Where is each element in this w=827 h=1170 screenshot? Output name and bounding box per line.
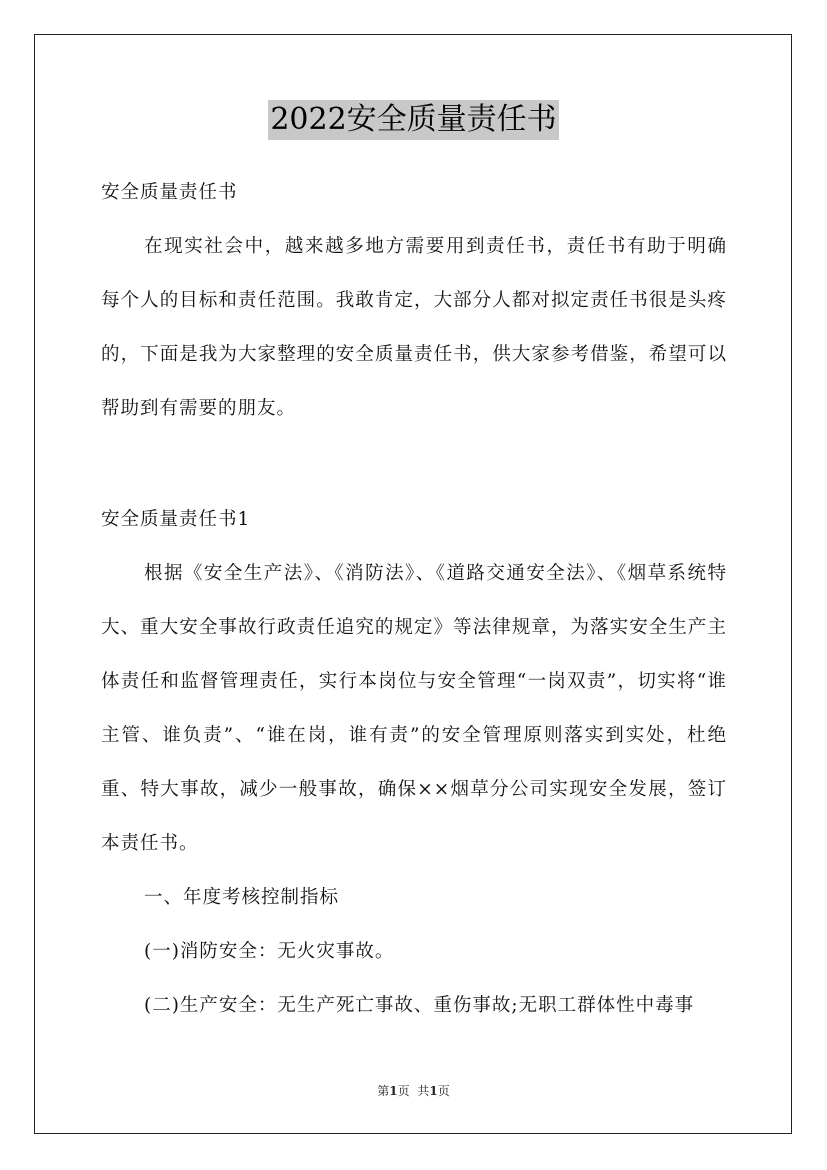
total-label-a: 共 [417, 1084, 430, 1098]
item-2: (二)生产安全：无生产死亡事故、重伤事故;无职工群体性中毒事 [144, 995, 695, 1016]
section-1-paragraph: 根据《安全生产法》、《消防法》、《道路交通安全法》、《烟草系统特大、重大安全事故行政责任追究的规定》等法律规章，为落实安全生产主体责任和监督管理责任，实行本岗位与安全管理“一岗双责”，切实将“谁主管、谁负责”、“谁在岗，谁有责”的安全管理原则落实到实处，杜绝重、特大事故，减少一般事故，确保××烟草分公司实现安全发展，签订本责任书。 [101, 563, 727, 854]
section-1 [101, 493, 727, 1033]
page-label-a: 第 [377, 1084, 390, 1098]
title-wrap [0, 100, 827, 140]
page-label-b: 页 [397, 1084, 410, 1098]
document-title: 2022安全质量责任书 [268, 100, 558, 140]
total-label-b: 页 [437, 1084, 450, 1098]
page-footer [0, 1082, 827, 1099]
document-body [101, 166, 727, 436]
item-1: (一)消防安全：无火灾事故。 [144, 941, 395, 962]
total-pages: 1 [429, 1084, 438, 1098]
subtitle: 安全质量责任书 [101, 182, 238, 203]
intro-paragraph: 在现实社会中，越来越多地方需要用到责任书，责任书有助于明确每个人的目标和责任范围。我敢肯定，大部分人都对拟定责任书很是头疼的，下面是我为大家整理的安全质量责任书，供大家参考借鉴，希望可以帮助到有需要的朋友。 [101, 236, 727, 419]
section-1-heading: 安全质量责任书1 [101, 509, 251, 530]
page-number: 1 [389, 1084, 398, 1098]
item-heading: 一、年度考核控制指标 [144, 887, 340, 908]
